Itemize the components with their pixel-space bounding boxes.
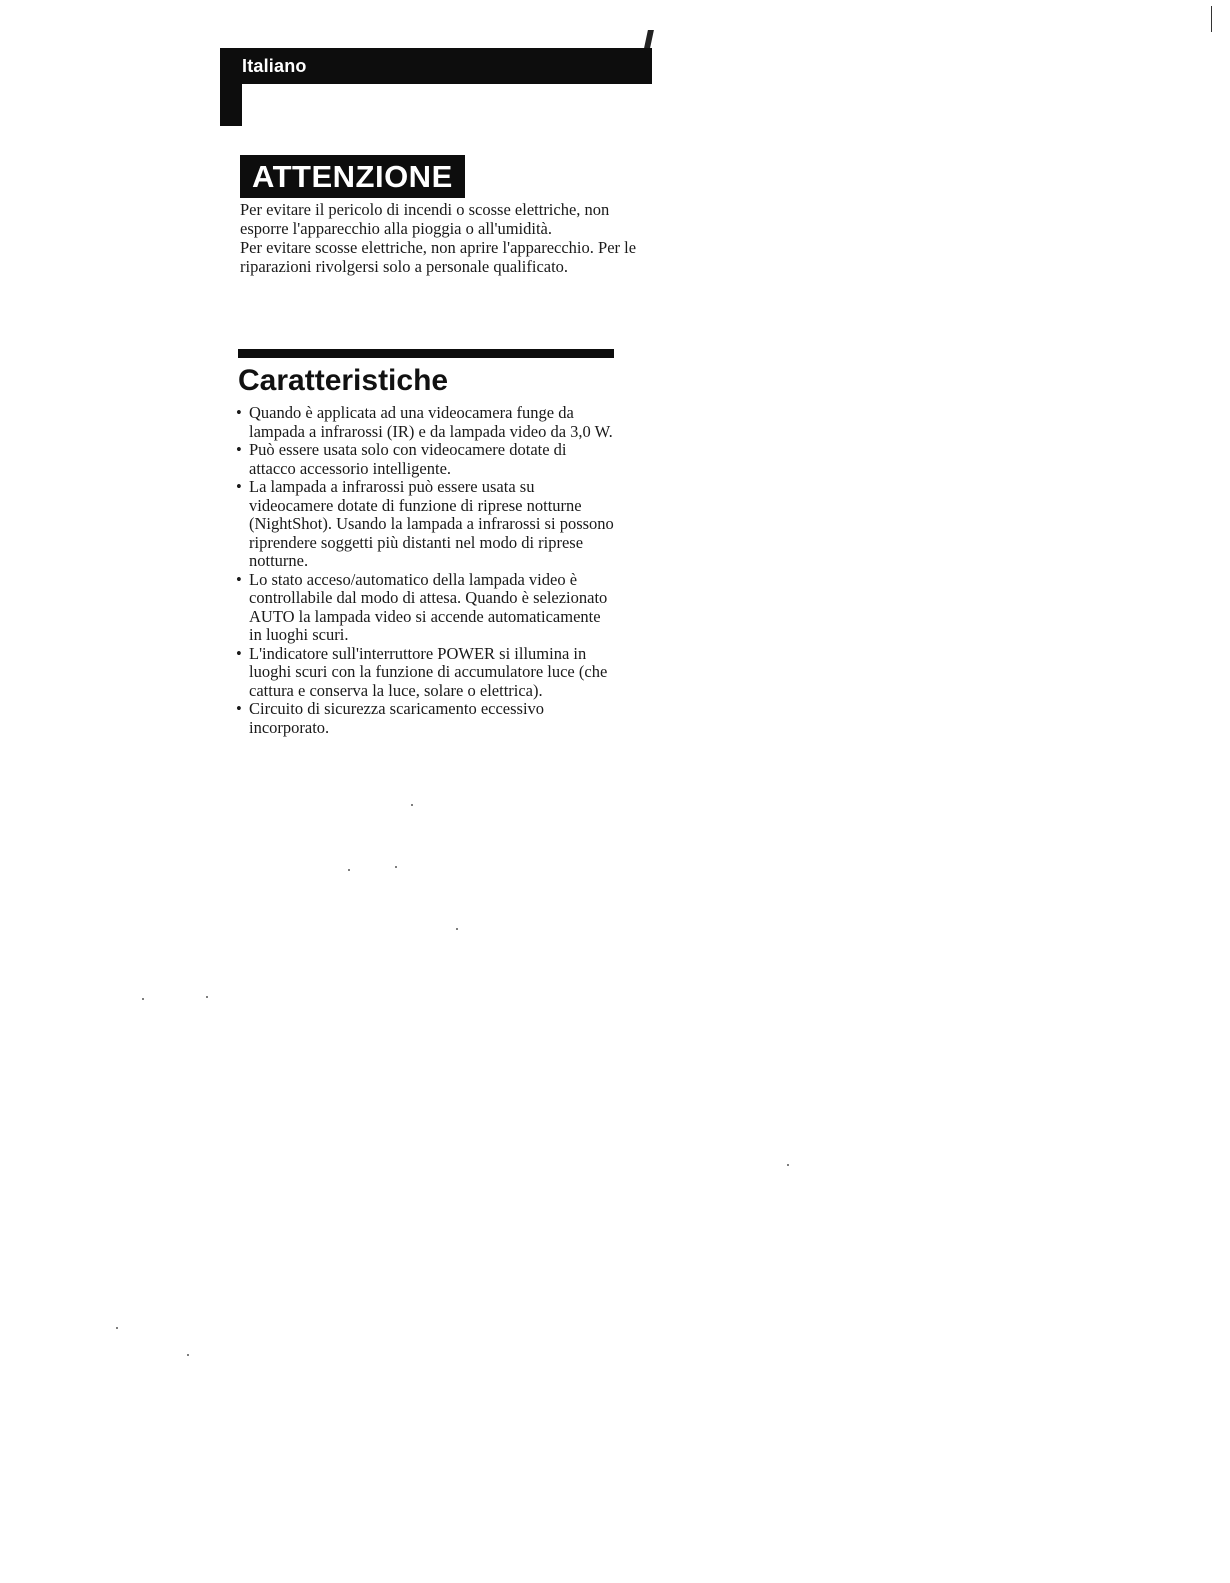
feature-text: Può essere usata solo con videocamere dotate di attacco accessorio intelligente. — [249, 440, 567, 478]
warning-title: ATTENZIONE — [240, 155, 465, 198]
feature-text: Lo stato acceso/automatico della lampada video è controllabile dal modo di attesa. Quando è selezionato AUTO la lampada video si accende automaticamente in luoghi scuri. — [249, 569, 608, 644]
list-item — [236, 700, 616, 737]
feature-text: Circuito di sicurezza scaricamento eccessivo incorporato. — [249, 699, 545, 737]
feature-text: La lampada a infrarossi può essere usata su videocamere dotate di funzione di riprese notturne (NightShot). Usando la lampada a infrarossi si possono riprendere soggetti più distanti nel modo di riprese notturne. — [249, 477, 614, 570]
scan-speck — [395, 866, 397, 868]
list-item — [236, 571, 616, 645]
bullet-icon: • — [236, 699, 242, 718]
scan-speck — [787, 1164, 789, 1166]
scan-speck — [456, 928, 458, 930]
scan-speck — [116, 1327, 118, 1329]
scan-speck — [142, 998, 144, 1000]
feature-text: L'indicatore sull'interruttore POWER si illumina in luoghi scuri con la funzione di accumulatore luce (che cattura e conserva la luce, solare o elettrica). — [249, 643, 608, 700]
language-header-stem — [220, 84, 242, 126]
features-title: Caratteristiche — [238, 364, 449, 397]
scan-speck — [206, 996, 208, 998]
warning-text — [240, 200, 640, 276]
language-label: Italiano — [242, 56, 307, 76]
scan-speck — [411, 804, 413, 806]
bullet-icon: • — [236, 569, 242, 589]
list-item — [236, 645, 616, 701]
section-rule — [238, 349, 614, 358]
scan-edge-mark — [644, 30, 654, 48]
scan-edge-line — [1211, 6, 1212, 32]
bullet-icon: • — [236, 403, 242, 422]
feature-text: Quando è applicata ad una videocamera funge da lampada a infrarossi (IR) e da lampada video da 3,0 W. — [249, 403, 613, 441]
list-item — [236, 404, 616, 441]
list-item — [236, 441, 616, 478]
bullet-icon: • — [236, 477, 242, 496]
scan-speck — [187, 1354, 189, 1356]
scan-speck — [348, 869, 350, 871]
bullet-icon: • — [236, 643, 242, 663]
warning-paragraph-1: Per evitare il pericolo di incendi o scosse elettriche, non esporre l'apparecchio alla pioggia o all'umidità. — [240, 200, 610, 238]
warning-paragraph-2: Per evitare scosse elettriche, non aprire l'apparecchio. Per le riparazioni rivolgersi solo a personale qualificato. — [240, 238, 637, 276]
features-list — [236, 404, 616, 737]
bullet-icon: • — [236, 440, 242, 459]
list-item — [236, 478, 616, 571]
